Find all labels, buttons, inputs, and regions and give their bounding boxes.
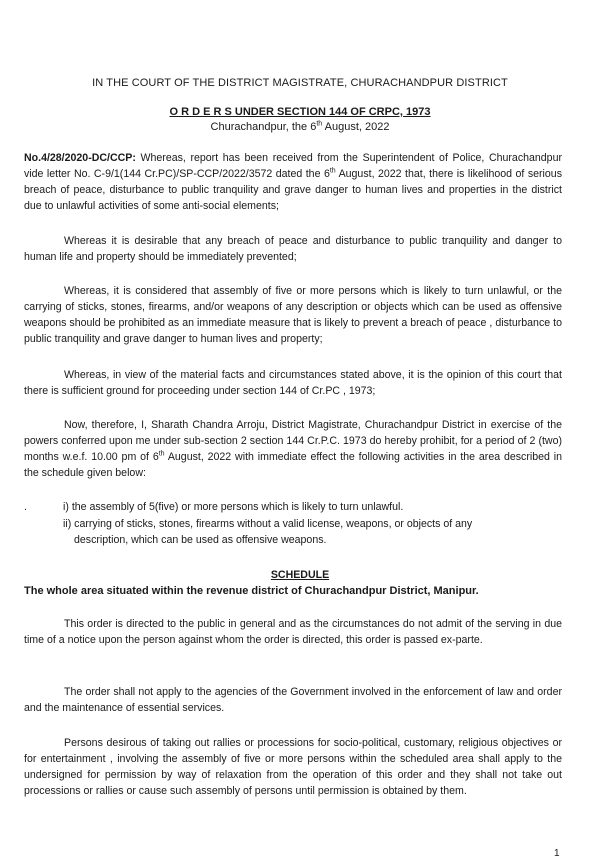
order-reference: No.4/28/2020-DC/CCP: [24,152,136,164]
list-item-weapons-line1: ii) carrying of sticks, stones, firearms without a valid license, weapons, or objects of any [63,518,473,530]
paragraph-prohibit-text-b: August, 2022 with immediate effect the following activities in the area described in the schedule given below: [24,451,563,479]
paragraph-report [24,150,562,214]
paragraph-report-text-b: August, 2022 that, there is likelihood of serious breach of peace, disturbance to public tranquility and grave danger to human lives and properties in the district due to unlawful activities of some anti-social elements; [24,168,562,212]
schedule-area: The whole area situated within the revenue district of Churachandpur District, Manipur. [24,585,479,597]
court-heading: IN THE COURT OF THE DISTRICT MAGISTRATE, CHURACHANDPUR DISTRICT [92,77,508,89]
orders-title: O R D E R S UNDER SECTION 144 OF CRPC, 1973 [169,106,431,118]
list-bullet: . [24,501,27,513]
date-suffix: August, 2022 [322,121,390,133]
paragraph-ex-parte: This order is directed to the public in general and as the circumstances do not admit of the serving in due time of a notice upon the person against whom the order is directed, this order is passed ex-parte. [24,618,562,646]
list-item-weapons [63,516,553,548]
date-line [0,119,600,135]
list-item-weapons-line2: description, which can be used as offensive weapons. [74,534,327,546]
paragraph-report-text-a: Whereas, report has been received from the Superintendent of Police, Churachandpur vide letter No. C-9/1(144 Cr.PC)/SP-CCP/2022/3572 dated the 6 [24,152,562,180]
paragraph-desirable: Whereas it is desirable that any breach of peace and disturbance to public tranquility and danger to human life and property should be immediately prevented; [24,235,562,263]
paragraph-prohibit-text-a: Now, therefore, I, Sharath Chandra Arroju, District Magistrate, Churachandpur District in exercise of the powers conferred upon me under sub-section 2 section 144 Cr.P.C. 1973 do hereby prohibit, for a period of 2 (two) months w.e.f. 10.00 pm of 6 [24,419,562,463]
paragraph-permission: Persons desirous of taking out rallies or processions for socio-political, customary, religious objectives or for entertainment , involving the assembly of five or more persons within the scheduled area shall apply to the undersigned for permission by way of relaxation from the operation of this order and they shall not take out processions or rallies or cause such assembly of persons until permission is obtained by them. [24,737,562,797]
paragraph-prohibit [24,417,562,481]
paragraph-exemption: The order shall not apply to the agencies of the Government involved in the enforcement of law and order and the maintenance of essential services. [24,686,562,714]
paragraph-opinion: Whereas, in view of the material facts and circumstances stated above, it is the opinion of this court that there is sufficient ground for proceeding under section 144 of Cr.PC , 1973; [24,369,562,397]
paragraph-prohibit-sup: th [158,450,165,458]
date-prefix: Churachandpur, the 6 [210,121,317,133]
paragraph-report-sup: th [329,167,336,175]
date-sup: th [316,120,323,128]
list-item-assembly: i) the assembly of 5(five) or more persons which is likely to turn unlawful. [63,501,404,513]
paragraph-considered: Whereas, it is considered that assembly of five or more persons which is likely to turn unlawful, or the carrying of sticks, stones, firearms, and/or weapons of any description or objects which can be used as offensive weapons should be prohibited as an immediate measure that is likely to prevent a breach of peace , disturbance to public tranquility and grave danger to human lives and property; [24,285,562,345]
schedule-heading: SCHEDULE [270,569,330,581]
page-number: 1 [554,848,560,859]
